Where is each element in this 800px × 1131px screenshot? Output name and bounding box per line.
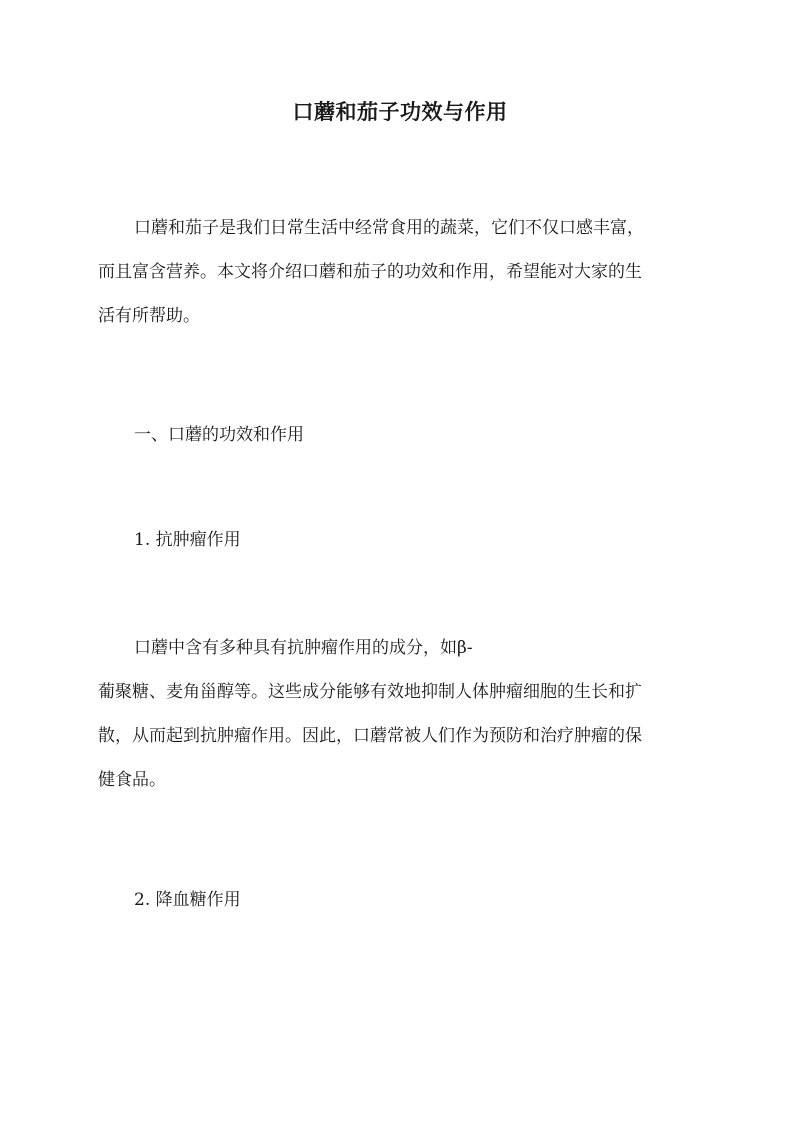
anti-tumor-line-3: 散，从而起到抗肿瘤作用。因此，口蘑常被人们作为预防和治疗肿瘤的保 — [98, 726, 642, 746]
intro-line-2: 而且富含营养。本文将介绍口蘑和茄子的功效和作用，希望能对大家的生 — [98, 262, 642, 282]
anti-tumor-paragraph — [98, 626, 704, 802]
intro-line-3: 活有所帮助。 — [98, 306, 200, 326]
section-heading-mushroom: 一、口蘑的功效和作用 — [134, 425, 304, 445]
item-heading-anti-tumor: 1. 抗肿瘤作用 — [134, 530, 241, 550]
document-title: 口蘑和茄子功效与作用 — [292, 99, 508, 124]
anti-tumor-line-1: 口蘑中含有多种具有抗肿瘤作用的成分，如β- — [134, 638, 473, 658]
intro-line-1: 口蘑和茄子是我们日常生活中经常食用的蔬菜，它们不仅口感丰富， — [134, 218, 644, 238]
anti-tumor-line-4: 健食品。 — [98, 770, 166, 790]
intro-paragraph — [98, 206, 704, 338]
item-heading-lower-blood-sugar: 2. 降血糖作用 — [134, 890, 241, 910]
anti-tumor-line-2: 葡聚糖、麦角甾醇等。这些成分能够有效地抑制人体肿瘤细胞的生长和扩 — [98, 682, 642, 702]
